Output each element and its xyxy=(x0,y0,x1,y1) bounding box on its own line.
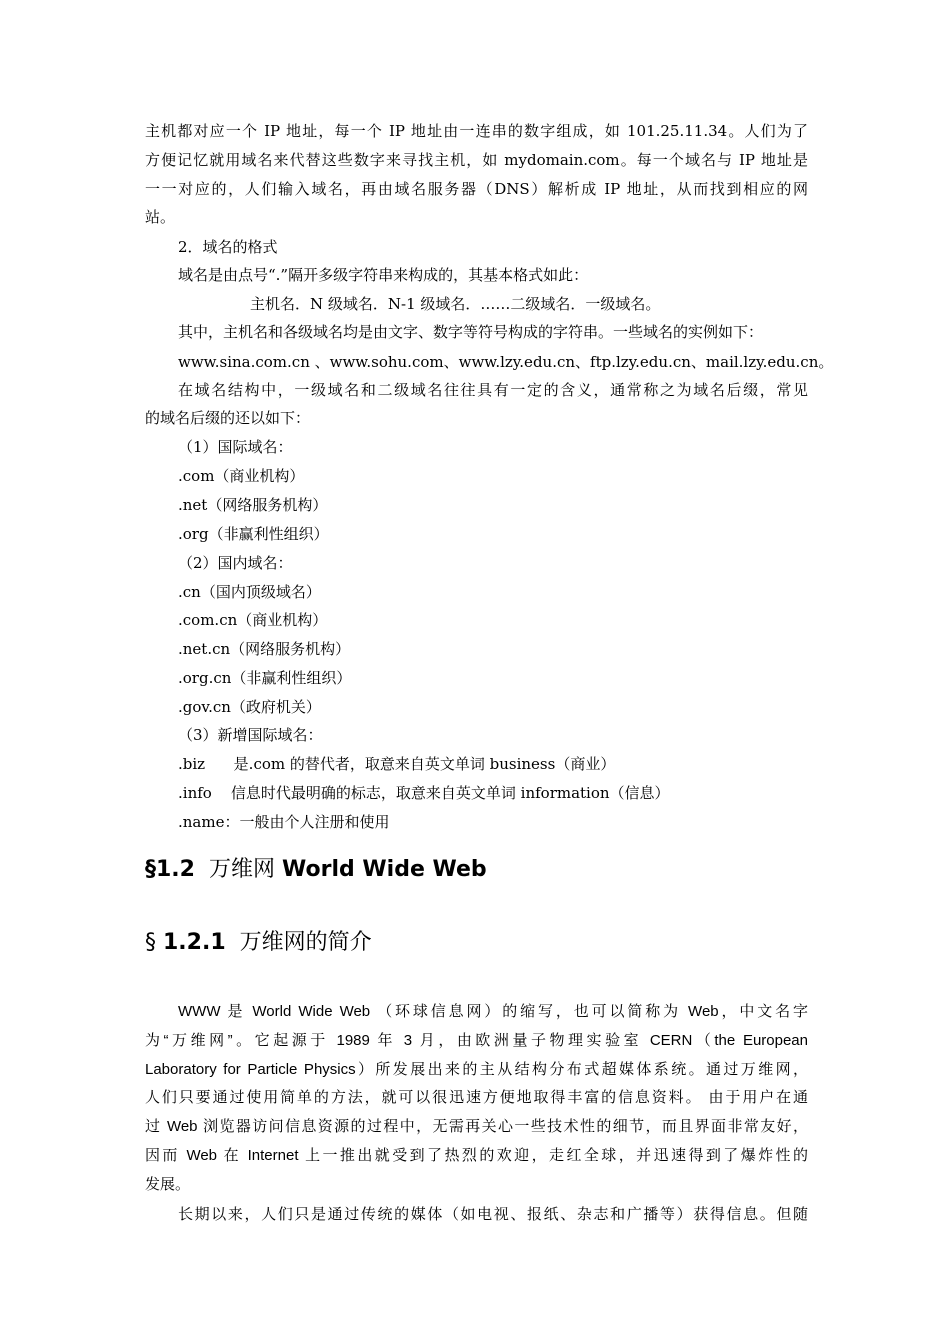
list-item: .info 信息时代最明确的标志，取意来自英文单词 information（信息） xyxy=(178,784,670,802)
examples-line: www.sina.com.cn 、www.sohu.com、www.lzy.edu.cn、ftp.lzy.edu.cn、mail.lzy.edu.cn。 xyxy=(178,353,834,371)
paragraph-line: 发展。 xyxy=(145,1176,191,1193)
paragraph-line: 长期以来，人们只是通过传统的媒体（如电视、报纸、杂志和广播等）获得信息。但随 xyxy=(178,1205,808,1223)
paragraph-line: 在域名结构中，一级域名和二级域名往往具有一定的含义，通常称之为域名后缀，常见 xyxy=(178,381,808,399)
subsection-heading xyxy=(145,929,372,957)
list-item: .cn（国内顶级域名） xyxy=(178,583,321,601)
list-item: .com.cn（商业机构） xyxy=(178,611,328,629)
list-item: .gov.cn（政府机关） xyxy=(178,698,321,716)
paragraph-line: 站。 xyxy=(145,208,176,226)
subheading: 2．域名的格式 xyxy=(178,238,278,256)
paragraph-line: 过 Web 浏览器访问信息资源的过程中，无需再关心一些技术性的细节，而且界面非常友好， xyxy=(145,1118,808,1135)
section-number: §1.2 xyxy=(145,857,195,882)
list-item: .name：一般由个人注册和使用 xyxy=(178,813,390,831)
format-intro: 域名是由点号“.”隔开多级字符串来构成的，其基本格式如此： xyxy=(178,266,589,284)
paragraph-line: WWW 是 World Wide Web （环球信息网）的缩写，也可以简称为 Web，中文名字 xyxy=(178,1003,808,1020)
list-item: .com（商业机构） xyxy=(178,467,305,485)
list-item: （1）国际域名： xyxy=(178,438,293,456)
paragraph-line: 因而 Web 在 Internet 上一推出就受到了热烈的欢迎，走红全球，并迅速得到了爆炸性的 xyxy=(145,1147,808,1164)
section-title-cn: 万维网 xyxy=(208,857,275,882)
list-item: .net.cn（网络服务机构） xyxy=(178,640,351,658)
subsection-prefix: § xyxy=(145,930,156,955)
examples-intro: 其中，主机名和各级域名均是由文字、数字等符号构成的字符串。一些域名的实例如下： xyxy=(178,323,764,341)
paragraph-line: 主机都对应一个 IP 地址，每一个 IP 地址由一连串的数字组成，如 101.25.11.34。人们为了 xyxy=(145,122,808,140)
subsection-title: 万维网的简介 xyxy=(239,930,372,955)
section-title-en: World Wide Web xyxy=(282,857,487,882)
list-item: .org.cn（非赢利性组织） xyxy=(178,669,352,687)
paragraph-line: 为“万维网”。它起源于 1989 年 3 月，由欧洲量子物理实验室 CERN（the European xyxy=(145,1032,808,1049)
section-heading xyxy=(145,856,487,884)
paragraph-line: 人们只要通过使用简单的方法，就可以很迅速方便地取得丰富的信息资料。 由于用户在通 xyxy=(145,1089,808,1106)
paragraph-line: 一一对应的，人们输入域名，再由域名服务器（DNS）解析成 IP 地址，从而找到相应的网 xyxy=(145,180,808,198)
list-item: .org（非赢利性组织） xyxy=(178,525,329,543)
subsection-number: 1.2.1 xyxy=(163,930,226,955)
list-item: .net（网络服务机构） xyxy=(178,496,328,514)
list-item: （2）国内域名： xyxy=(178,554,293,572)
format-example: 主机名．N 级域名．N-1 级域名．……二级域名．一级域名。 xyxy=(250,295,661,313)
paragraph-line: 的域名后缀的还以如下： xyxy=(145,409,311,427)
list-item: .biz 是.com 的替代者，取意来自英文单词 business（商业） xyxy=(178,755,616,773)
list-item: （3）新增国际域名： xyxy=(178,726,323,744)
paragraph-line: Laboratory for Particle Physics）所发展出来的主从结构分布式超媒体系统。通过万维网， xyxy=(145,1061,808,1078)
paragraph-line: 方便记忆就用域名来代替这些数字来寻找主机，如 mydomain.com。每一个域名与 IP 地址是 xyxy=(145,151,808,169)
